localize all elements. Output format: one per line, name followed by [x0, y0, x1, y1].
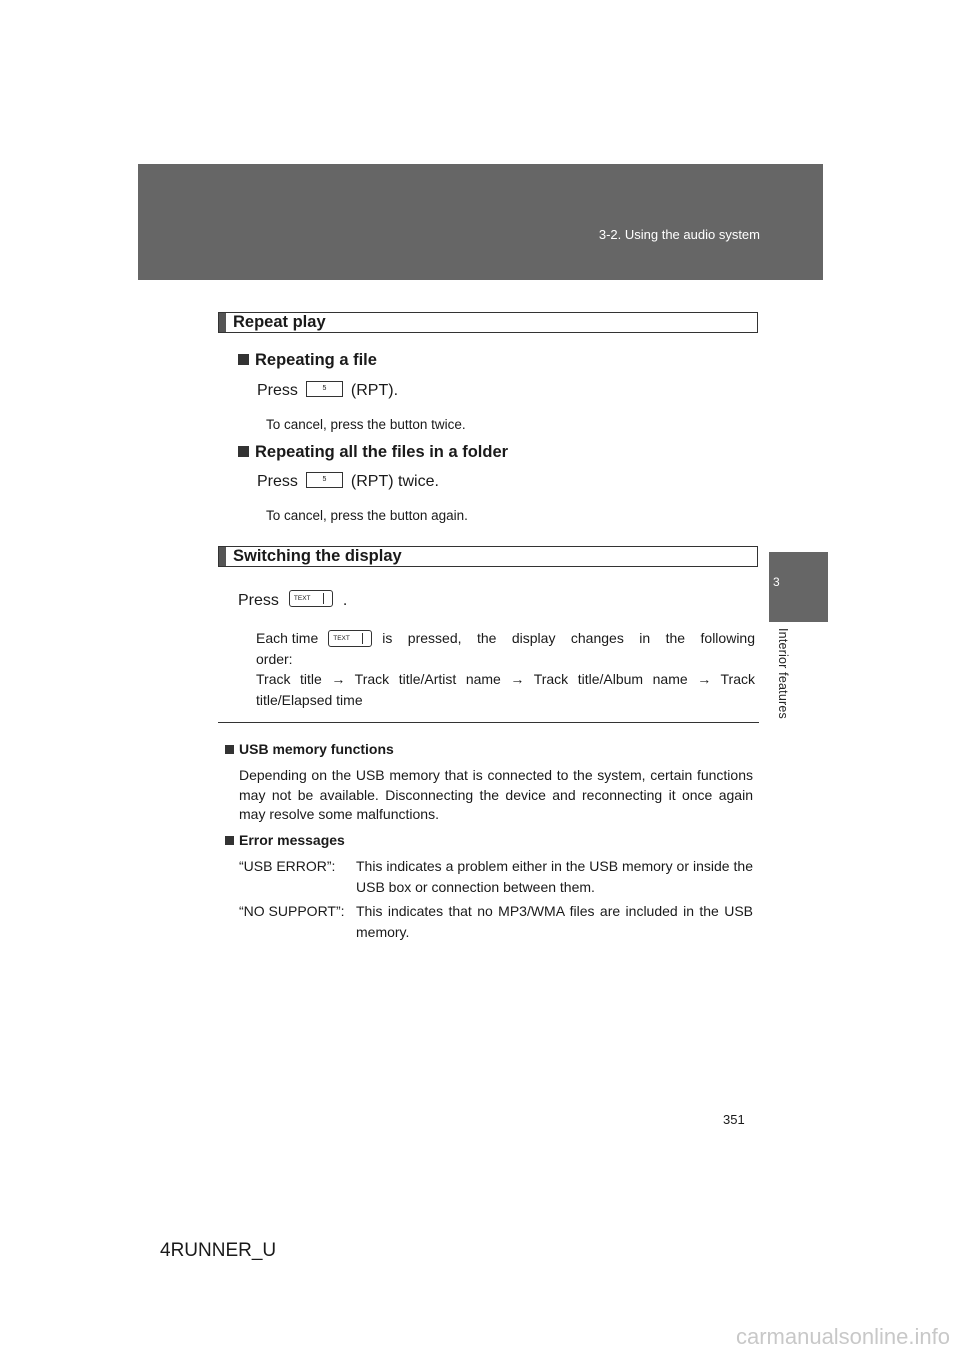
usb-functions-text: Depending on the USB memory that is connected to the system, certain functions may not be available. Disconnecting the device and reconnecting it once again may resolve some malfunctions.: [239, 767, 753, 822]
error-item: “NO SUPPORT”: This indicates that no MP3/WMA files are included in the USB memory.: [239, 903, 753, 940]
section-title: 3-2. Using the audio system: [598, 227, 760, 242]
switching-description: Each time TEXT is pressed, the display changes in the following order: Track title → Track title/Artist name → Track title/Album name → Track title/Elapsed time: [256, 630, 755, 708]
watermark: carmanualsonline.info: [735, 1324, 950, 1349]
repeat-folder-note: To cancel, press the button again.: [266, 508, 468, 523]
footer-code: 4RUNNER_U: [160, 1240, 277, 1261]
preset-5-button-icon: 5: [306, 472, 343, 488]
heading-bar: [219, 547, 226, 566]
heading-bar: [219, 313, 226, 332]
repeat-play-heading-box: [218, 312, 758, 333]
repeat-folder-instruction: Press 5 (RPT) twice.: [257, 473, 439, 490]
text-button-icon: TEXT: [289, 590, 333, 607]
square-bullet-icon: [238, 354, 249, 365]
section-divider: [218, 722, 759, 723]
square-bullet-icon: [225, 745, 234, 754]
preset-5-button-icon: 5: [306, 381, 343, 397]
text-button-icon: TEXT: [328, 630, 372, 647]
error-messages-heading: Error messages: [225, 832, 345, 848]
repeat-play-title: Repeat play: [233, 313, 326, 331]
square-bullet-icon: [225, 836, 234, 845]
chapter-label: Interior features: [776, 628, 790, 719]
switching-title: Switching the display: [233, 547, 402, 565]
error-item: “USB ERROR”: This indicates a problem either in the USB memory or inside the USB box or connection between them.: [239, 858, 753, 895]
header-band: [138, 164, 823, 280]
repeat-file-note: To cancel, press the button twice.: [266, 417, 466, 432]
chapter-number: 3: [773, 575, 780, 589]
switching-heading-box: [218, 546, 758, 567]
square-bullet-icon: [238, 446, 249, 457]
page-number: 351: [723, 1112, 745, 1127]
switching-instruction: Press TEXT .: [238, 592, 348, 609]
repeat-file-instruction: Press 5 (RPT).: [257, 382, 399, 399]
repeat-folder-heading: Repeating all the files in a folder: [238, 443, 508, 462]
usb-functions-heading: USB memory functions: [225, 741, 394, 757]
repeat-file-heading: Repeating a file: [238, 351, 377, 370]
